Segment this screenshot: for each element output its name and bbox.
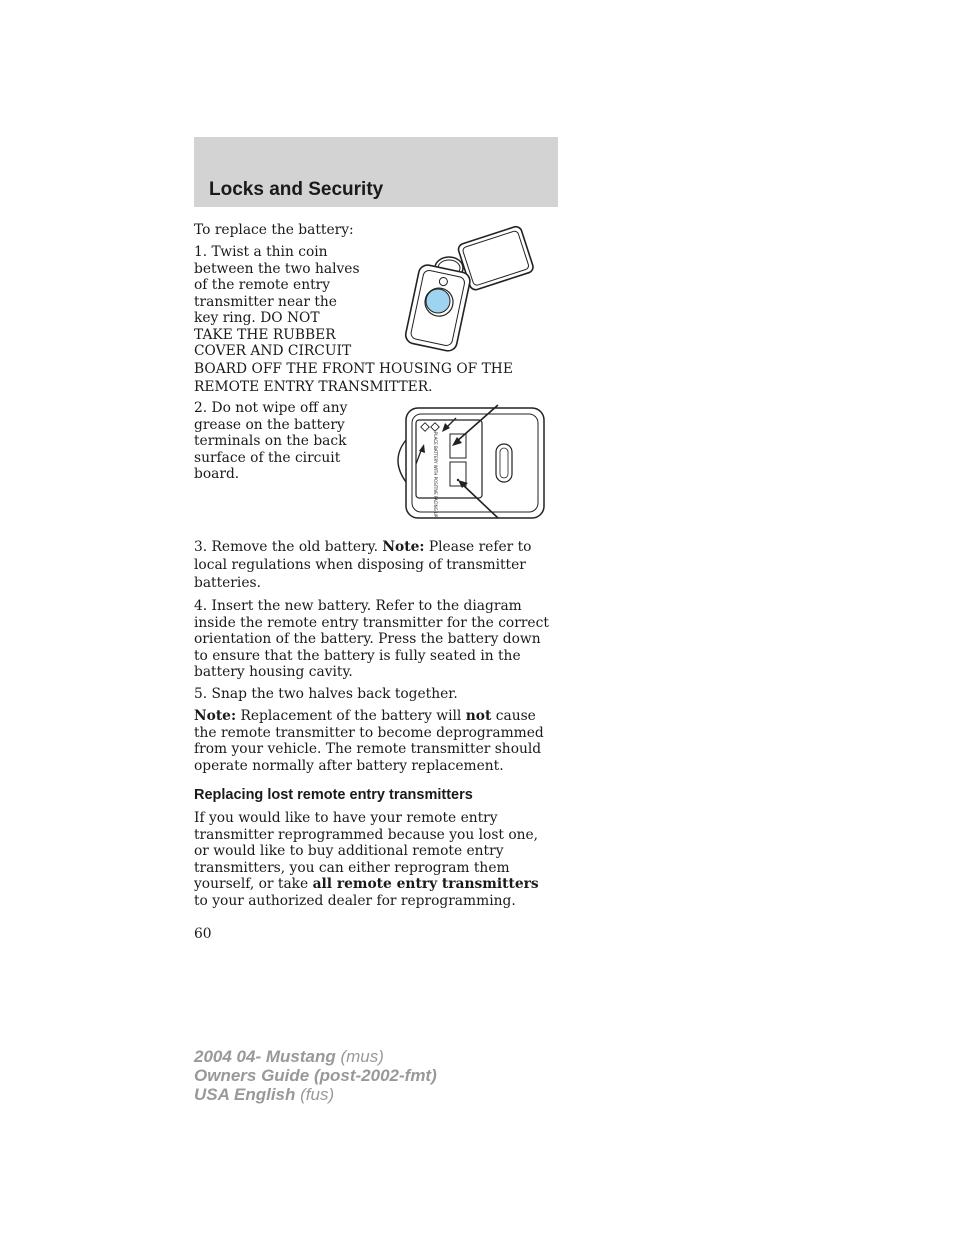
section-heading: Replacing lost remote entry transmitters [194, 787, 473, 803]
footer-line-3 [194, 1085, 437, 1104]
step-3-text [194, 538, 554, 592]
step-4-text: 4. Insert the new battery. Refer to the diagram inside the remote entry transmitter for the correct orientation of the battery. Press the battery down to ensure that the battery is fully seated in the battery housing cavity. [194, 598, 549, 680]
section-paragraph [194, 810, 556, 909]
keyfob-button [426, 289, 450, 313]
intro-text: To replace the battery: [194, 222, 354, 238]
page-number: 60 [194, 926, 212, 942]
footer-language: USA English [194, 1085, 296, 1104]
note-text-b: cause the remote transmitter to become deprogrammed from your vehicle. The remote transmitter should operate normally after battery replacement. [194, 708, 544, 774]
step-5-text: 5. Snap the two halves back together. [194, 686, 458, 702]
circuit-board-illustration [386, 402, 546, 522]
step-1-text: 1. Twist a thin coin between the two halves of the remote entry transmitter near the key ring. DO NOT TAKE THE RUBBER COVER AND CIRCUIT [194, 244, 360, 359]
footer-model: 2004 04- Mustang [194, 1047, 336, 1066]
section-header-band [194, 137, 558, 207]
step-3-part-a: 3. Remove the old battery. [194, 539, 379, 555]
note-bold-not: not [465, 708, 492, 724]
footer-model-code: (mus) [340, 1047, 384, 1066]
footer-language-code: (fus) [300, 1085, 335, 1104]
step-2-text: 2. Do not wipe off any grease on the battery terminals on the back surface of the circuit board. [194, 400, 348, 482]
section-text-b: to your authorized dealer for reprogramming. [194, 892, 516, 909]
step-3-note-label: Note: [382, 539, 425, 555]
note-label: Note: [194, 708, 237, 724]
section-bold-text: all remote entry transmitters [312, 876, 539, 892]
keyfob-illustration [402, 222, 542, 372]
footer-guide: Owners Guide (post-2002-fmt) [194, 1066, 437, 1085]
step-3-part-b: Please refer to local regulations when disposing of transmitter batteries. [194, 539, 532, 591]
note-text-a: Replacement of the battery will [240, 708, 462, 724]
footer-line-2 [194, 1066, 437, 1085]
step-1-continued: BOARD OFF THE FRONT HOUSING OF THE REMOTE ENTRY TRANSMITTER. [194, 361, 513, 395]
section-text-a: If you would like to have your remote entry transmitter reprogrammed because you lost one, or would like to buy additional remote entry transmitters, you can either reprogram them yourself, or take [194, 810, 539, 892]
svg-text:PLACE BATTERY WITH POSITIVE FA: PLACE BATTERY WITH POSITIVE FACING UP [433, 432, 438, 518]
document-footer [194, 1047, 437, 1104]
section-title: Locks and Security [209, 179, 384, 200]
footer-line-1 [194, 1047, 437, 1066]
note-paragraph [194, 708, 558, 774]
